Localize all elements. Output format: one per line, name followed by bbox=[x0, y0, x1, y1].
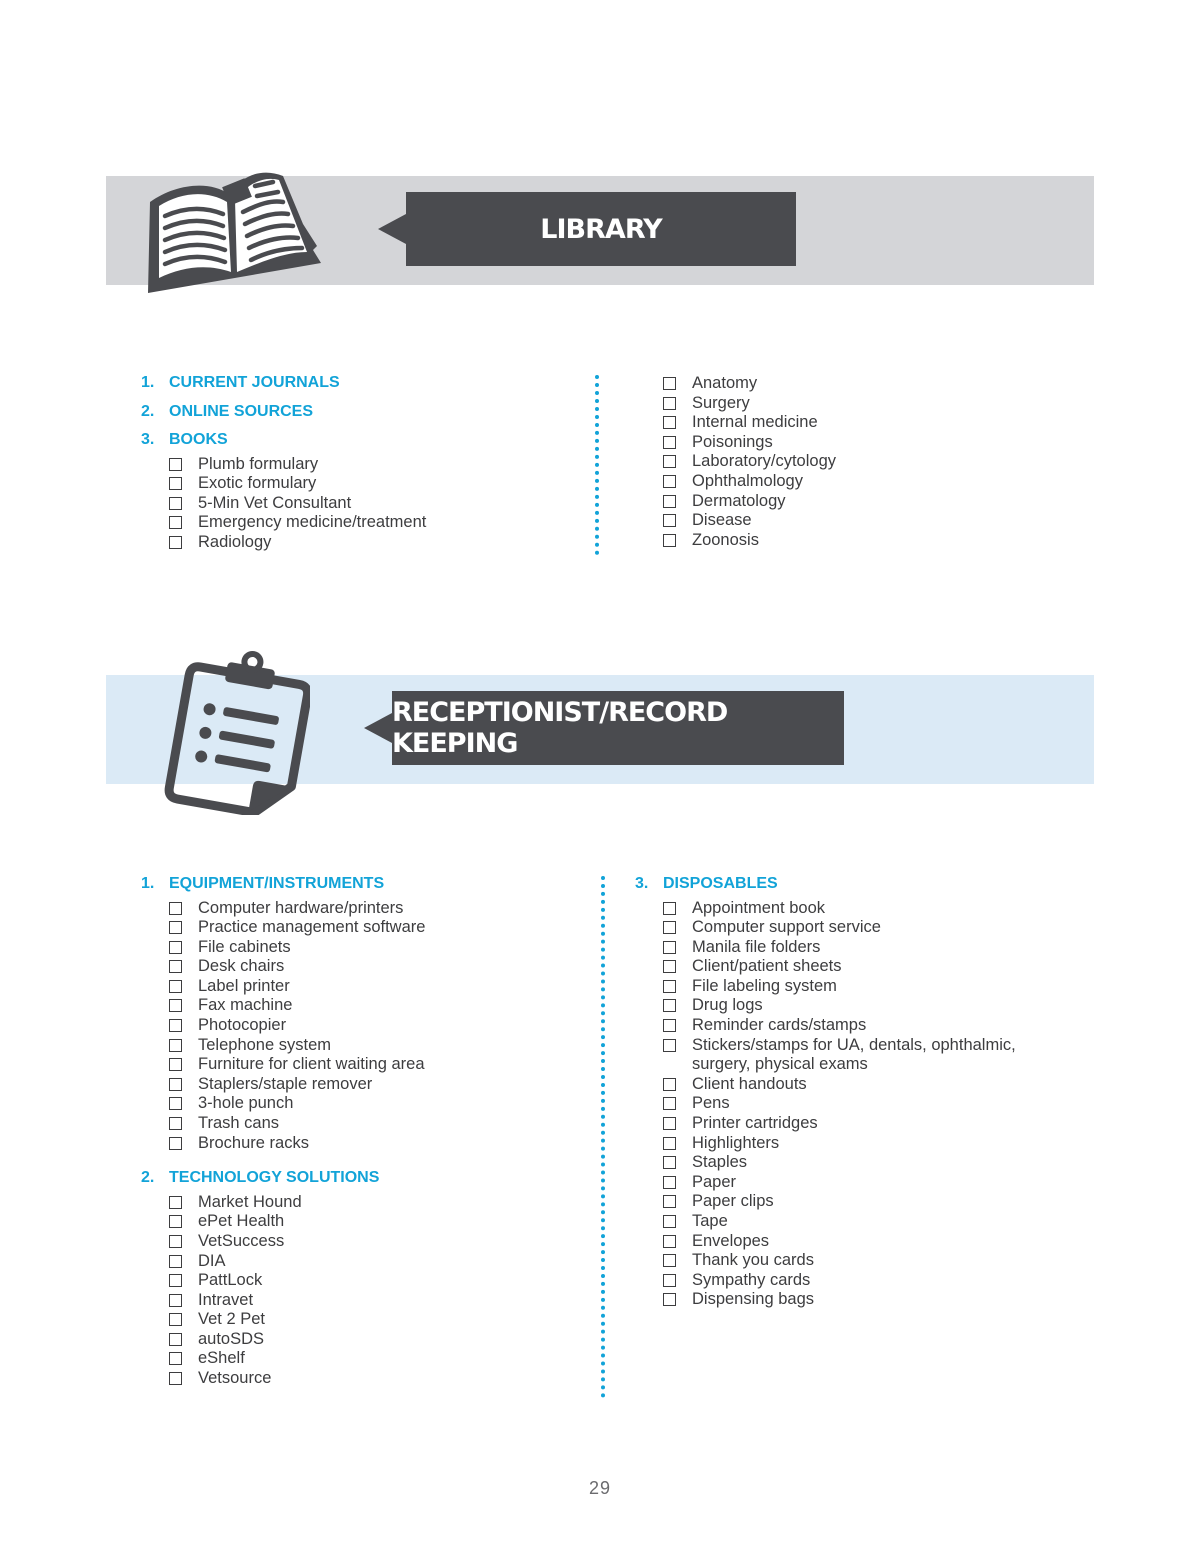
checklist-item[interactable]: Printer cartridges bbox=[663, 1114, 1016, 1134]
checkbox[interactable] bbox=[169, 1313, 182, 1326]
checkbox[interactable] bbox=[169, 921, 182, 934]
checkbox[interactable] bbox=[663, 1254, 676, 1267]
checkbox[interactable] bbox=[663, 902, 676, 915]
checklist-item[interactable]: Reminder cards/stamps bbox=[663, 1016, 1016, 1036]
checkbox[interactable] bbox=[169, 536, 182, 549]
reception-right-column bbox=[635, 870, 1016, 1310]
checkbox[interactable] bbox=[169, 1117, 182, 1130]
checklist-item[interactable]: 3-hole punch bbox=[169, 1094, 425, 1114]
checklist-item[interactable]: Dispensing bags bbox=[663, 1290, 1016, 1310]
checklist-item[interactable]: Thank you cards bbox=[663, 1251, 1016, 1271]
checklist-item[interactable]: Anatomy bbox=[663, 374, 836, 394]
checkbox[interactable] bbox=[169, 1255, 182, 1268]
checklist-item[interactable]: Highlighters bbox=[663, 1134, 1016, 1154]
checklist-item[interactable]: Photocopier bbox=[169, 1016, 425, 1036]
checklist-item[interactable]: VetSuccess bbox=[169, 1232, 425, 1252]
library-title: LIBRARY bbox=[406, 192, 796, 266]
checkbox[interactable] bbox=[663, 514, 676, 527]
checkbox[interactable] bbox=[169, 1372, 182, 1385]
checklist-item[interactable]: autoSDS bbox=[169, 1330, 425, 1350]
checkbox[interactable] bbox=[663, 495, 676, 508]
checklist-item[interactable]: Emergency medicine/treatment bbox=[169, 513, 426, 533]
checkbox[interactable] bbox=[169, 477, 182, 490]
checkbox[interactable] bbox=[169, 902, 182, 915]
checklist-item[interactable]: Internal medicine bbox=[663, 413, 836, 433]
checkbox[interactable] bbox=[663, 534, 676, 547]
library-left-column bbox=[141, 369, 426, 552]
checkbox[interactable] bbox=[663, 1274, 676, 1287]
checklist-item[interactable]: Envelopes bbox=[663, 1232, 1016, 1252]
checkbox[interactable] bbox=[663, 1117, 676, 1130]
column-divider bbox=[601, 876, 605, 1398]
books-checklist-right bbox=[635, 374, 836, 550]
section-heading-books: 3. BOOKS bbox=[141, 431, 228, 448]
checkbox[interactable] bbox=[169, 1333, 182, 1346]
checklist-item[interactable]: Exotic formulary bbox=[169, 474, 426, 494]
checklist-item[interactable]: Staples bbox=[663, 1153, 1016, 1173]
checklist-item[interactable]: Manila file folders bbox=[663, 938, 1016, 958]
checkbox[interactable] bbox=[663, 1039, 676, 1052]
checklist-item[interactable]: Furniture for client waiting area bbox=[169, 1055, 425, 1075]
checklist-item[interactable]: Vetsource bbox=[169, 1369, 425, 1389]
checklist-item[interactable]: Appointment book bbox=[663, 899, 1016, 919]
section-heading-technology: 2. TECHNOLOGY SOLUTIONS bbox=[141, 1169, 380, 1187]
checklist-item[interactable]: Dermatology bbox=[663, 492, 836, 512]
checkbox[interactable] bbox=[169, 1235, 182, 1248]
checklist-item[interactable]: Drug logs bbox=[663, 996, 1016, 1016]
checklist-item[interactable]: Radiology bbox=[169, 533, 426, 553]
checklist-item[interactable]: eShelf bbox=[169, 1349, 425, 1369]
column-divider bbox=[595, 375, 599, 555]
checklist-item[interactable]: Intravet bbox=[169, 1291, 425, 1311]
checklist-item[interactable]: Vet 2 Pet bbox=[169, 1310, 425, 1330]
section-heading-equipment: 1. EQUIPMENT/INSTRUMENTS bbox=[141, 875, 385, 892]
checkbox[interactable] bbox=[169, 1274, 182, 1287]
checklist-item[interactable]: Paper clips bbox=[663, 1192, 1016, 1212]
checklist-item[interactable]: Pens bbox=[663, 1094, 1016, 1114]
checklist-item[interactable]: Plumb formulary bbox=[169, 455, 426, 475]
checkbox[interactable] bbox=[663, 455, 676, 468]
checkbox[interactable] bbox=[663, 999, 676, 1012]
checklist-item[interactable]: PattLock bbox=[169, 1271, 425, 1291]
checkbox[interactable] bbox=[169, 980, 182, 993]
checkbox[interactable] bbox=[663, 475, 676, 488]
checkbox[interactable] bbox=[663, 397, 676, 410]
section-heading-online-sources: 2. ONLINE SOURCES bbox=[141, 402, 314, 420]
checklist-item[interactable]: Laboratory/cytology bbox=[663, 452, 836, 472]
checklist-item-continuation: surgery, physical exams bbox=[692, 1055, 868, 1074]
checkbox[interactable] bbox=[169, 999, 182, 1012]
checkbox[interactable] bbox=[169, 1078, 182, 1091]
checkbox[interactable] bbox=[663, 436, 676, 449]
checklist-item[interactable]: Telephone system bbox=[169, 1036, 425, 1056]
library-right-column bbox=[635, 374, 836, 550]
checkbox[interactable] bbox=[169, 1352, 182, 1365]
checkbox[interactable] bbox=[663, 980, 676, 993]
checkbox[interactable] bbox=[169, 1097, 182, 1110]
checklist-item[interactable]: Label printer bbox=[169, 977, 425, 997]
checklist-item[interactable]: Staplers/staple remover bbox=[169, 1075, 425, 1095]
checkbox[interactable] bbox=[663, 941, 676, 954]
checkbox[interactable] bbox=[169, 1039, 182, 1052]
checklist-item[interactable]: Disease bbox=[663, 511, 836, 531]
checklist-item[interactable]: 5-Min Vet Consultant bbox=[169, 494, 426, 514]
checkbox[interactable] bbox=[663, 1293, 676, 1306]
checklist-item[interactable]: Zoonosis bbox=[663, 531, 836, 551]
checklist-item[interactable]: Market Hound bbox=[169, 1193, 425, 1213]
checkbox[interactable] bbox=[169, 960, 182, 973]
checklist-item[interactable]: Brochure racks bbox=[169, 1134, 425, 1154]
checkbox[interactable] bbox=[663, 1156, 676, 1169]
disposables-checklist bbox=[635, 899, 1016, 1310]
checkbox[interactable] bbox=[663, 1097, 676, 1110]
section-heading-disposables: 3. DISPOSABLES bbox=[635, 875, 778, 892]
checklist-item[interactable]: Poisonings bbox=[663, 433, 836, 453]
checkbox[interactable] bbox=[663, 921, 676, 934]
clipboard-icon bbox=[160, 650, 310, 815]
reception-title: RECEPTIONIST/RECORD KEEPING bbox=[392, 691, 844, 765]
checklist-item[interactable]: Sympathy cards bbox=[663, 1271, 1016, 1291]
checkbox[interactable] bbox=[169, 1215, 182, 1228]
reception-left-column bbox=[141, 870, 425, 1389]
checkbox[interactable] bbox=[169, 1294, 182, 1307]
checklist-item[interactable]: File labeling system bbox=[663, 977, 1016, 997]
checkbox[interactable] bbox=[169, 1137, 182, 1150]
checkbox[interactable] bbox=[663, 1195, 676, 1208]
page-number: 29 bbox=[588, 1478, 612, 1498]
checklist-item[interactable]: Tape bbox=[663, 1212, 1016, 1232]
checklist-item[interactable]: Practice management software bbox=[169, 918, 425, 938]
checklist-item[interactable]: Trash cans bbox=[169, 1114, 425, 1134]
checklist-item[interactable]: Ophthalmology bbox=[663, 472, 836, 492]
books-checklist-left bbox=[141, 455, 426, 553]
section-heading-current-journals: 1. CURRENT JOURNALS bbox=[141, 374, 340, 391]
checklist-item[interactable]: Stickers/stamps for UA, dentals, ophthalmic, bbox=[663, 1036, 1016, 1056]
checklist-item[interactable]: Client/patient sheets bbox=[663, 957, 1016, 977]
checkbox[interactable] bbox=[663, 960, 676, 973]
open-book-icon bbox=[145, 166, 325, 296]
equipment-checklist bbox=[141, 899, 425, 1154]
checklist-item[interactable]: Paper bbox=[663, 1173, 1016, 1193]
checklist-item[interactable]: Fax machine bbox=[169, 996, 425, 1016]
checklist-item[interactable]: DIA bbox=[169, 1252, 425, 1272]
checkbox[interactable] bbox=[663, 1019, 676, 1032]
checkbox[interactable] bbox=[663, 1176, 676, 1189]
checkbox[interactable] bbox=[169, 497, 182, 510]
checklist-item[interactable]: Surgery bbox=[663, 394, 836, 414]
checkbox[interactable] bbox=[663, 416, 676, 429]
checkbox[interactable] bbox=[663, 1078, 676, 1091]
checkbox[interactable] bbox=[663, 1137, 676, 1150]
checkbox[interactable] bbox=[663, 1235, 676, 1248]
checkbox[interactable] bbox=[169, 458, 182, 471]
checkbox[interactable] bbox=[169, 1058, 182, 1071]
checklist-item[interactable]: Computer support service bbox=[663, 918, 1016, 938]
checkbox[interactable] bbox=[169, 1196, 182, 1209]
checklist-item[interactable]: Client handouts bbox=[663, 1075, 1016, 1095]
checkbox[interactable] bbox=[169, 1019, 182, 1032]
checklist-item[interactable]: File cabinets bbox=[169, 938, 425, 958]
checklist-item[interactable]: Desk chairs bbox=[169, 957, 425, 977]
technology-checklist bbox=[141, 1193, 425, 1389]
checkbox[interactable] bbox=[663, 377, 676, 390]
checkbox[interactable] bbox=[663, 1215, 676, 1228]
checklist-item[interactable]: ePet Health bbox=[169, 1212, 425, 1232]
checkbox[interactable] bbox=[169, 516, 182, 529]
checklist-item[interactable]: Computer hardware/printers bbox=[169, 899, 425, 919]
checkbox[interactable] bbox=[169, 941, 182, 954]
